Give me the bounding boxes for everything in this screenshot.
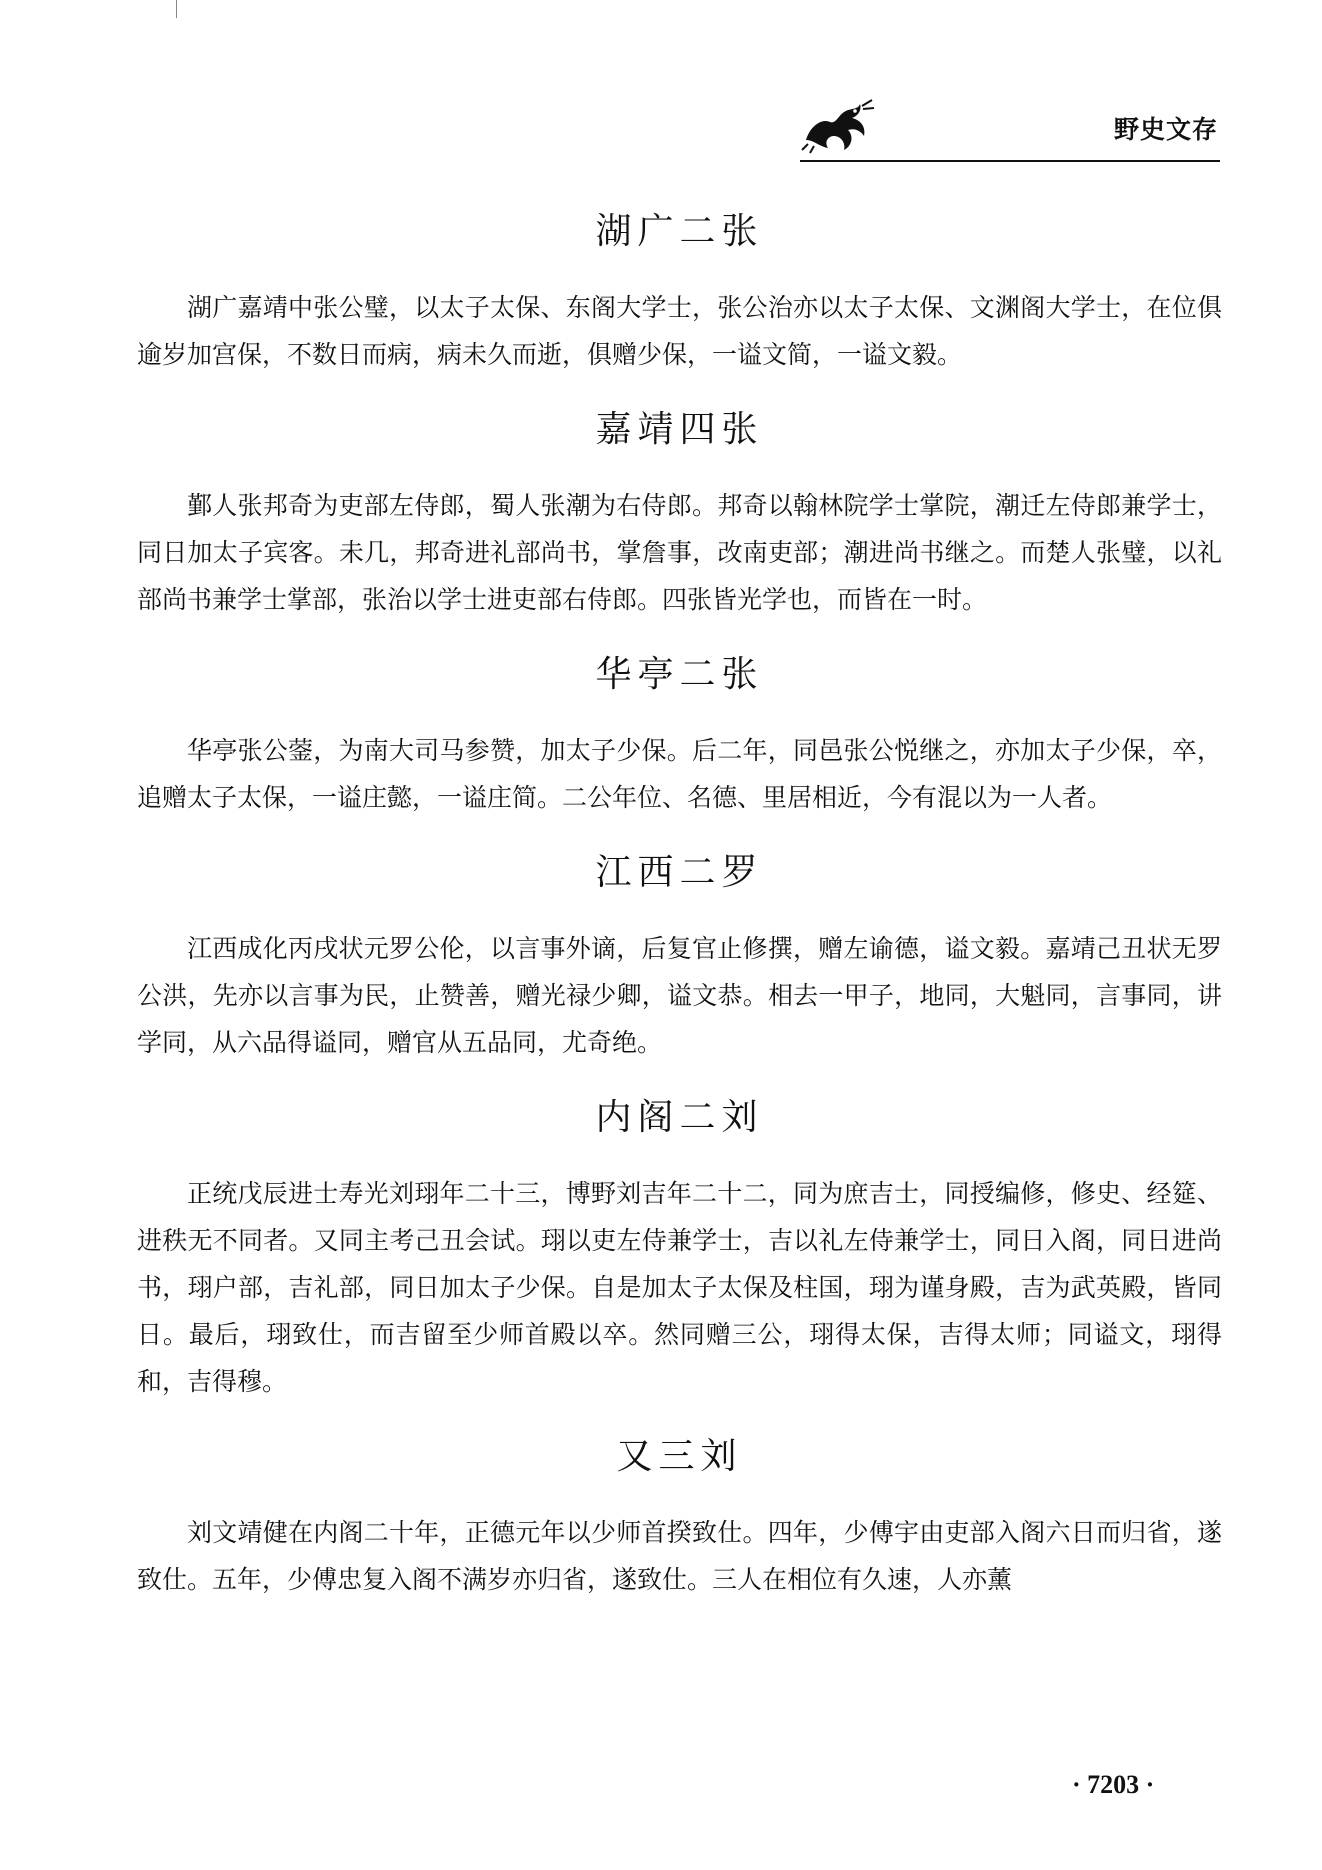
section-title: 内阁二刘: [595, 1097, 764, 1138]
section-title: 江西二罗: [595, 852, 764, 893]
section-title: 又三刘: [616, 1436, 743, 1477]
page-content: [137, 210, 1222, 1603]
section-paragraph: 湖广嘉靖中张公璧，以太子太保、东阁大学士，张公治亦以太子太保、文渊阁大学士，在位俱逾岁加宫保，不数日而病，病未久而逝，俱赠少保，一谥文简，一谥文毅。: [137, 293, 1222, 369]
section-title: 嘉靖四张: [595, 409, 764, 450]
section-paragraph: 华亭张公蓥，为南大司马参赞，加太子少保。后二年，同邑张公悦继之，亦加太子少保，卒，追赠太子太保，一谥庄懿，一谥庄简。二公年位、名德、里居相近，今有混以为一人者。: [137, 736, 1222, 812]
section-paragraph: 鄞人张邦奇为吏部左侍郎，蜀人张潮为右侍郎。邦奇以翰林院学士掌院，潮迁左侍郎兼学士，同日加太子宾客。未几，邦奇进礼部尚书，掌詹事，改南吏部；潮进尚书继之。而楚人张璧，以礼部尚书兼学士掌部，张治以学士进吏部右侍郎。四张皆光学也，而皆在一时。: [137, 491, 1222, 614]
section-paragraph: 正统戊辰进士寿光刘珝年二十三，博野刘吉年二十二，同为庶吉士，同授编修，修史、经筵、进秩无不同者。又同主考己丑会试。珝以吏左侍兼学士，吉以礼左侍兼学士，同日入阁，同日进尚书，珝户部，吉礼部，同日加太子少保。自是加太子太保及柱国，珝为谨身殿，吉为武英殿，皆同日。最后，珝致仕，而吉留至少师首殿以卒。然同赠三公，珝得太保，吉得太师；同谥文，珝得和，吉得穆。: [137, 1179, 1222, 1396]
section-paragraph: 刘文靖健在内阁二十年，正德元年以少师首揆致仕。四年，少傅宇由吏部入阁六日而归省，遂致仕。五年，少傅忠复入阁不满岁亦归省，遂致仕。三人在相位有久速，人亦薰: [137, 1518, 1222, 1594]
page-number: · 7203 ·: [1072, 1770, 1155, 1799]
running-header: [800, 92, 1220, 158]
section-title: 湖广二张: [595, 211, 764, 252]
crop-mark: [176, 0, 177, 18]
dragon-emblem-icon: [800, 96, 876, 154]
section-paragraph: 江西成化丙戌状元罗公伦，以言事外谪，后复官止修撰，赠左谕德，谥文毅。嘉靖己丑状无罗公洪，先亦以言事为民，止赞善，赠光禄少卿，谥文恭。相去一甲子，地同，大魁同，言事同，讲学同，从六品得谥同，赠官从五品同，尤奇绝。: [137, 934, 1222, 1057]
header-rule: [800, 160, 1220, 162]
section-title: 华亭二张: [595, 654, 764, 695]
header-title: 野史文存: [1113, 115, 1218, 144]
